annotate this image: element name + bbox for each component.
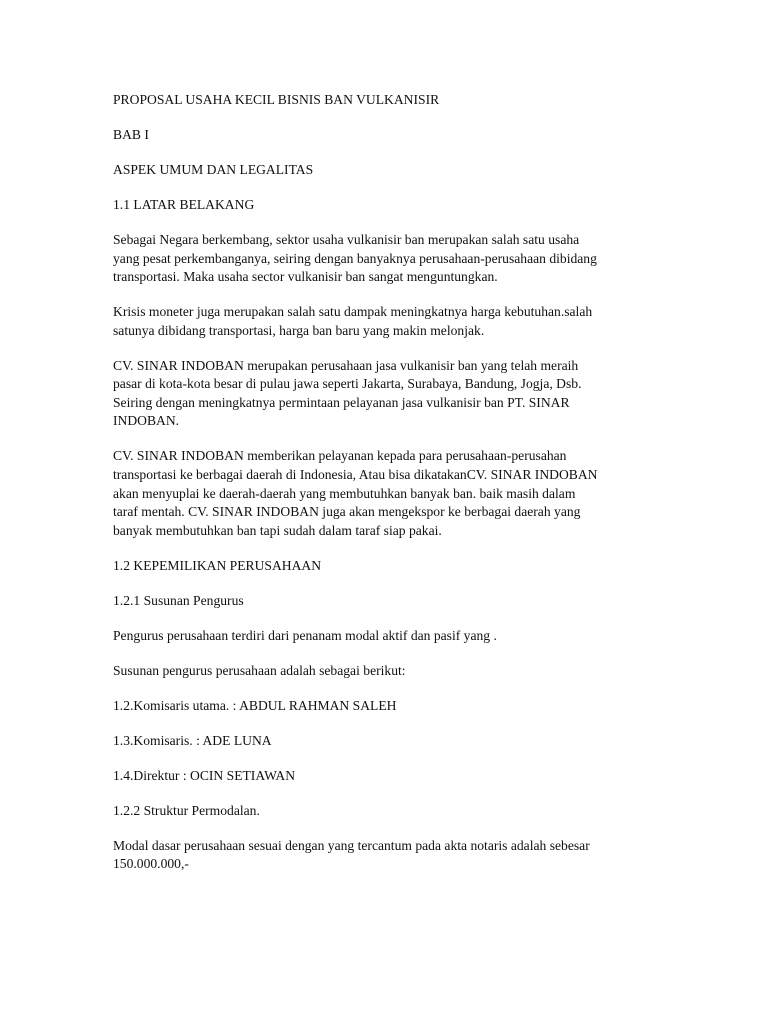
document-body	[113, 91, 673, 890]
text-line: Modal dasar perusahaan sesuai dengan yang tercantum pada akta notaris adalah sebesar	[113, 837, 590, 853]
pengurus-item-komisaris-utama: 1.2.Komisaris utama. : ABDUL RAHMAN SALEH	[113, 697, 397, 713]
paragraph-latar-4	[113, 447, 673, 540]
chapter-heading: BAB I	[113, 126, 149, 142]
section-1-2-heading: 1.2 KEPEMILIKAN PERUSAHAAN	[113, 557, 322, 573]
section-1-2-1-heading: 1.2.1 Susunan Pengurus	[113, 592, 244, 608]
section-1-2-2-heading: 1.2.2 Struktur Permodalan.	[113, 802, 260, 818]
text-line: transportasi. Maka usaha sector vulkanisir ban sangat menguntungkan.	[113, 269, 498, 285]
section-1-1-heading: 1.1 LATAR BELAKANG	[113, 196, 255, 212]
text-line: INDOBAN.	[113, 413, 180, 429]
text-line: Seiring dengan meningkatnya permintaan pelayanan jasa vulkanisir ban PT. SINAR	[113, 394, 570, 410]
pengurus-item-direktur: 1.4.Direktur : OCIN SETIAWAN	[113, 767, 296, 783]
text-line: Sebagai Negara berkembang, sektor usaha vulkanisir ban merupakan salah satu usaha	[113, 231, 580, 247]
paragraph-latar-3	[113, 357, 673, 431]
document-title: PROPOSAL USAHA KECIL BISNIS BAN VULKANISIR	[113, 92, 440, 107]
paragraph-latar-1	[113, 231, 673, 287]
text-line: CV. SINAR INDOBAN memberikan pelayanan kepada para perusahaan-perusahan	[113, 448, 567, 464]
paragraph-latar-2	[113, 303, 673, 340]
text-line: Krisis moneter juga merupakan salah satu dampak meningkatnya harga kebutuhan.salah	[113, 304, 593, 320]
pengurus-intro: Pengurus perusahaan terdiri dari penanam modal aktif dan pasif yang .	[113, 627, 497, 643]
chapter-title: ASPEK UMUM DAN LEGALITAS	[113, 161, 314, 177]
text-line: CV. SINAR INDOBAN merupakan perusahaan jasa vulkanisir ban yang telah meraih	[113, 357, 579, 373]
paragraph-modal	[113, 837, 673, 874]
susunan-intro: Susunan pengurus perusahaan adalah sebagai berikut:	[113, 662, 406, 678]
text-line: akan menyuplai ke daerah-daerah yang membutuhkan banyak ban. baik masih dalam	[113, 485, 576, 501]
text-line: pasar di kota-kota besar di pulau jawa seperti Jakarta, Surabaya, Bandung, Jogja, Dsb.	[113, 376, 582, 392]
text-line: taraf mentah. CV. SINAR INDOBAN juga akan mengekspor ke berbagai daerah yang	[113, 504, 581, 520]
pengurus-item-komisaris: 1.3.Komisaris. : ADE LUNA	[113, 732, 272, 748]
text-line: yang pesat perkembanganya, seiring dengan banyaknya perusahaan-perusahaan dibidang	[113, 250, 597, 266]
text-line: transportasi ke berbagai daerah di Indonesia, Atau bisa dikatakanCV. SINAR INDOBAN	[113, 467, 598, 483]
text-line: satunya dibidang transportasi, harga ban baru yang makin melonjak.	[113, 322, 485, 338]
text-line: banyak membutuhkan ban tapi sudah dalam taraf siap pakai.	[113, 522, 442, 538]
text-line: 150.000.000,-	[113, 856, 189, 872]
